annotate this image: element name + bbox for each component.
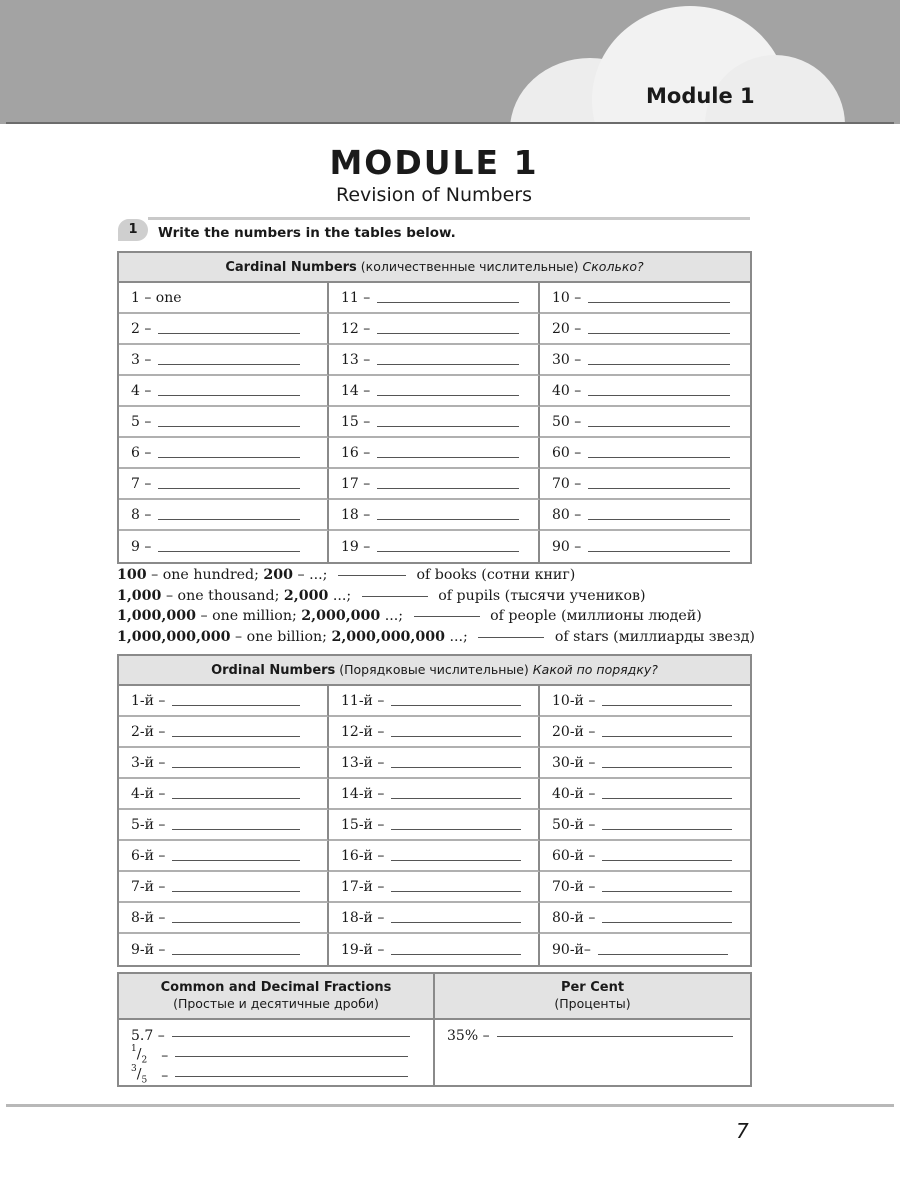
ordinal-table-heading (119, 656, 750, 686)
cell-label: 20-й – (552, 723, 596, 740)
big-numbers-block (117, 565, 755, 647)
answer-blank[interactable] (602, 735, 732, 737)
fractions-heading: Common and Decimal Fractions (160, 980, 392, 995)
answer-blank[interactable] (377, 487, 519, 489)
ordinal-numbers-table (117, 654, 752, 967)
cell-label: 12-й – (341, 723, 385, 740)
page-title: MODULE 1 (329, 143, 539, 182)
cell-label: 14-й – (341, 785, 385, 802)
cell-label: 50-й – (552, 816, 596, 833)
ordinal-heading-normal: (Порядковые числительные) (335, 662, 533, 677)
answer-blank[interactable] (377, 518, 519, 520)
percent-heading: Per Cent (560, 980, 625, 995)
answer-blank[interactable] (172, 766, 300, 768)
answer-blank[interactable] (602, 797, 732, 799)
percent-column (435, 1020, 750, 1087)
cell-label: 20 – (552, 320, 582, 337)
running-head: Module 1 (646, 84, 755, 108)
table-cell (540, 438, 750, 469)
cell-label: 4-й – (131, 785, 166, 802)
cell-label: 15 – (341, 413, 371, 430)
cell-label: 4 – (131, 382, 152, 399)
answer-blank[interactable] (391, 704, 521, 706)
answer-blank[interactable] (377, 301, 519, 303)
cell-label: 15-й – (341, 816, 385, 833)
big-number-line (117, 565, 755, 586)
cell-label: 40-й – (552, 785, 596, 802)
cell-label: 90-й– (552, 941, 591, 958)
fractions-table-heading (119, 974, 750, 1020)
cell-label: 50 – (552, 413, 582, 430)
number-bold: 1,000,000 (117, 608, 196, 624)
answer-blank[interactable] (172, 953, 300, 955)
answer-blank[interactable] (497, 1035, 733, 1037)
table-cell (119, 376, 329, 407)
answer-blank[interactable] (377, 363, 519, 365)
fractions-percent-table (117, 972, 752, 1087)
cardinal-heading-normal: (количественные числительные) (356, 259, 583, 274)
answer-blank[interactable] (602, 859, 732, 861)
cell-label: 3-й – (131, 754, 166, 771)
page-number: 7 (736, 1119, 749, 1143)
table-cell (119, 903, 329, 934)
cell-label: 10 – (552, 289, 582, 306)
answer-blank[interactable] (377, 425, 519, 427)
fractions-column (119, 1020, 435, 1087)
cell-label: 7 – (131, 475, 152, 492)
fractions-subheading: (Простые и десятичные дроби) (173, 996, 379, 1011)
fraction-three-fifths-row (131, 1066, 433, 1086)
answer-blank[interactable] (588, 425, 730, 427)
cell-label: 14 – (341, 382, 371, 399)
table-cell (540, 531, 750, 562)
answer-blank[interactable] (588, 394, 730, 396)
cell-label: 8 – (131, 506, 152, 523)
answer-blank[interactable] (158, 456, 300, 458)
cell-label: 1 – one (131, 289, 182, 306)
cell-label: 2-й – (131, 723, 166, 740)
table-cell (119, 283, 329, 314)
answer-blank[interactable] (391, 735, 521, 737)
fraction-dash: – (161, 1068, 169, 1084)
cell-label: 70-й – (552, 878, 596, 895)
fraction-half-row (131, 1046, 433, 1066)
answer-blank[interactable] (377, 332, 519, 334)
answer-blank[interactable] (158, 332, 300, 334)
cell-label: 60 – (552, 444, 582, 461)
table-cell (329, 779, 540, 810)
cell-label: 30 – (552, 351, 582, 368)
cell-label: 80-й – (552, 909, 596, 926)
cell-label: 60-й – (552, 847, 596, 864)
cell-label: 2 – (131, 320, 152, 337)
table-cell (329, 283, 540, 314)
cell-label: 19-й – (341, 941, 385, 958)
table-cell (329, 872, 540, 903)
table-cell (119, 407, 329, 438)
answer-blank[interactable] (391, 797, 521, 799)
answer-blank[interactable] (588, 456, 730, 458)
cardinal-table-heading (119, 253, 750, 283)
answer-blank[interactable] (377, 456, 519, 458)
cell-label: 13-й – (341, 754, 385, 771)
cell-label: 18 – (341, 506, 371, 523)
cell-label: 5 – (131, 413, 152, 430)
fractions-table-body (119, 1020, 750, 1087)
answer-blank[interactable] (588, 518, 730, 520)
header-band (0, 0, 900, 124)
cell-label: 6-й – (131, 847, 166, 864)
table-cell (329, 717, 540, 748)
fraction-three-fifths: $^3/_5$ (131, 1064, 148, 1086)
number-bold: 1,000 (117, 587, 162, 604)
answer-blank[interactable] (175, 1055, 408, 1057)
table-cell (119, 438, 329, 469)
number-bold: 1,000,000,000 (117, 628, 231, 645)
answer-blank[interactable] (158, 394, 300, 396)
table-cell (540, 810, 750, 841)
answer-blank[interactable] (158, 363, 300, 365)
table-cell (119, 841, 329, 872)
table-cell (329, 903, 540, 934)
table-cell (119, 531, 329, 562)
cell-label: 3 – (131, 351, 152, 368)
exercise-instruction: Write the numbers in the tables below. (158, 225, 456, 241)
table-cell (540, 717, 750, 748)
decimal-row (131, 1026, 433, 1046)
cardinal-heading-italic: Сколько? (582, 259, 644, 274)
cardinal-numbers-table (117, 251, 752, 564)
table-cell (329, 314, 540, 345)
answer-blank[interactable] (377, 394, 519, 396)
answer-blank[interactable] (414, 615, 480, 617)
answer-blank[interactable] (588, 550, 730, 552)
table-cell (119, 500, 329, 531)
table-cell (540, 469, 750, 500)
cell-label: 16-й – (341, 847, 385, 864)
answer-blank[interactable] (158, 550, 300, 552)
number-bold: 100 (117, 567, 147, 583)
table-cell (329, 376, 540, 407)
cloud-decoration (0, 0, 900, 124)
number-word: – one million; (195, 608, 302, 624)
answer-blank[interactable] (391, 859, 521, 861)
table-cell (329, 500, 540, 531)
fraction-numerator: 3 (131, 1064, 137, 1075)
header-rule (6, 122, 894, 124)
fraction-half: $^1/_2$ (131, 1044, 148, 1066)
big-number-line (117, 586, 755, 607)
table-cell (119, 810, 329, 841)
table-cell (329, 810, 540, 841)
fraction-numerator: 1 (131, 1044, 137, 1055)
cardinal-heading-bold: Cardinal Numbers (225, 260, 357, 275)
answer-blank[interactable] (602, 828, 732, 830)
table-cell (329, 469, 540, 500)
table-cell (329, 934, 540, 965)
answer-blank[interactable] (391, 828, 521, 830)
number-plural-example: of books (сотни книг) (411, 567, 576, 583)
footer-rule (6, 1104, 894, 1107)
cell-label: 30-й – (552, 754, 596, 771)
cell-label: 7-й – (131, 878, 166, 895)
answer-blank[interactable] (172, 704, 300, 706)
answer-blank[interactable] (172, 735, 300, 737)
table-cell (329, 345, 540, 376)
table-cell (119, 934, 329, 965)
answer-blank[interactable] (391, 766, 521, 768)
cell-label: 90 – (552, 538, 582, 555)
number-plural-example: of people (миллионы людей) (485, 608, 702, 624)
exercise-rule (148, 217, 750, 220)
big-number-line (117, 606, 755, 627)
cell-label: 13 – (341, 351, 371, 368)
table-cell (540, 934, 750, 965)
cell-label: 80 – (552, 506, 582, 523)
answer-blank[interactable] (391, 921, 521, 923)
answer-blank[interactable] (172, 1035, 410, 1037)
answer-blank[interactable] (158, 425, 300, 427)
cell-label: 9-й – (131, 941, 166, 958)
table-cell (329, 531, 540, 562)
cell-label: 5-й – (131, 816, 166, 833)
table-cell (119, 748, 329, 779)
number-bold: 2,000,000,000 (331, 628, 445, 645)
number-plural-example: of stars (миллиарды звезд) (550, 628, 755, 645)
table-cell (119, 686, 329, 717)
answer-blank[interactable] (391, 890, 521, 892)
cell-label: 10-й – (552, 692, 596, 709)
percent-row (447, 1026, 750, 1046)
number-word: – one hundred; (146, 567, 264, 583)
table-cell (119, 717, 329, 748)
cell-label: 6 – (131, 444, 152, 461)
answer-blank[interactable] (588, 332, 730, 334)
cell-label: 11 – (341, 289, 371, 306)
percent-subheading: (Проценты) (554, 996, 631, 1011)
fraction-denominator: 2 (141, 1055, 148, 1066)
table-cell (540, 686, 750, 717)
ordinal-grid (119, 686, 750, 965)
answer-blank[interactable] (602, 890, 732, 892)
answer-blank[interactable] (172, 797, 300, 799)
number-ellipsis: ...; (445, 628, 473, 645)
table-cell (119, 779, 329, 810)
answer-blank[interactable] (598, 953, 728, 955)
table-cell (329, 686, 540, 717)
answer-blank[interactable] (158, 487, 300, 489)
percent-label: 35% – (447, 1028, 490, 1044)
table-cell (329, 407, 540, 438)
table-cell (540, 283, 750, 314)
table-cell (540, 841, 750, 872)
ordinal-heading-italic: Какой по порядку? (532, 662, 658, 677)
answer-blank[interactable] (172, 859, 300, 861)
table-cell (540, 407, 750, 438)
ordinal-heading-bold: Ordinal Numbers (211, 663, 336, 678)
table-cell (119, 469, 329, 500)
cell-label: 11-й – (341, 692, 385, 709)
table-cell (119, 314, 329, 345)
table-cell (540, 779, 750, 810)
table-cell (329, 748, 540, 779)
fraction-dash: – (161, 1048, 169, 1064)
exercise-number-badge: 1 (118, 219, 148, 241)
table-cell (540, 376, 750, 407)
cell-label: 1-й – (131, 692, 166, 709)
answer-blank[interactable] (172, 828, 300, 830)
decimal-label: 5.7 – (131, 1028, 165, 1044)
answer-blank[interactable] (158, 518, 300, 520)
cell-label: 16 – (341, 444, 371, 461)
answer-blank[interactable] (588, 487, 730, 489)
answer-blank[interactable] (602, 921, 732, 923)
page-subtitle: Revision of Numbers (335, 184, 533, 206)
number-bold: 2,000,000 (301, 608, 381, 624)
fractions-heading-cell (119, 974, 435, 1018)
answer-blank[interactable] (602, 766, 732, 768)
table-cell (540, 345, 750, 376)
answer-blank[interactable] (602, 704, 732, 706)
answer-blank[interactable] (478, 636, 544, 638)
answer-blank[interactable] (362, 595, 428, 597)
table-cell (329, 841, 540, 872)
answer-blank[interactable] (391, 953, 521, 955)
table-cell (329, 438, 540, 469)
fraction-denominator: 5 (141, 1075, 148, 1086)
cardinal-grid (119, 283, 750, 562)
number-ellipsis: – ...; (293, 567, 332, 583)
cell-label: 12 – (341, 320, 371, 337)
answer-blank[interactable] (588, 301, 730, 303)
table-cell (540, 872, 750, 903)
cell-label: 19 – (341, 538, 371, 555)
answer-blank[interactable] (338, 574, 406, 576)
percent-heading-cell (435, 974, 750, 1018)
cell-label: 17 – (341, 475, 371, 492)
table-cell (540, 748, 750, 779)
cell-label: 70 – (552, 475, 582, 492)
number-plural-example: of pupils (тысячи учеников) (433, 587, 646, 604)
cell-label: 40 – (552, 382, 582, 399)
big-number-line (117, 627, 755, 648)
table-cell (119, 345, 329, 376)
cell-label: 8-й – (131, 909, 166, 926)
number-ellipsis: ...; (380, 608, 408, 624)
table-cell (540, 500, 750, 531)
number-word: – one billion; (230, 628, 332, 645)
answer-blank[interactable] (172, 890, 300, 892)
cell-label: 17-й – (341, 878, 385, 895)
answer-blank[interactable] (588, 363, 730, 365)
table-cell (119, 872, 329, 903)
cell-label: 18-й – (341, 909, 385, 926)
number-ellipsis: ...; (328, 587, 356, 604)
table-cell (540, 903, 750, 934)
cell-label: 9 – (131, 538, 152, 555)
table-cell (540, 314, 750, 345)
answer-blank[interactable] (175, 1075, 408, 1077)
number-word: – one thousand; (161, 587, 284, 604)
answer-blank[interactable] (377, 550, 519, 552)
number-bold: 2,000 (283, 587, 329, 604)
answer-blank[interactable] (172, 921, 300, 923)
number-bold: 200 (263, 567, 293, 583)
